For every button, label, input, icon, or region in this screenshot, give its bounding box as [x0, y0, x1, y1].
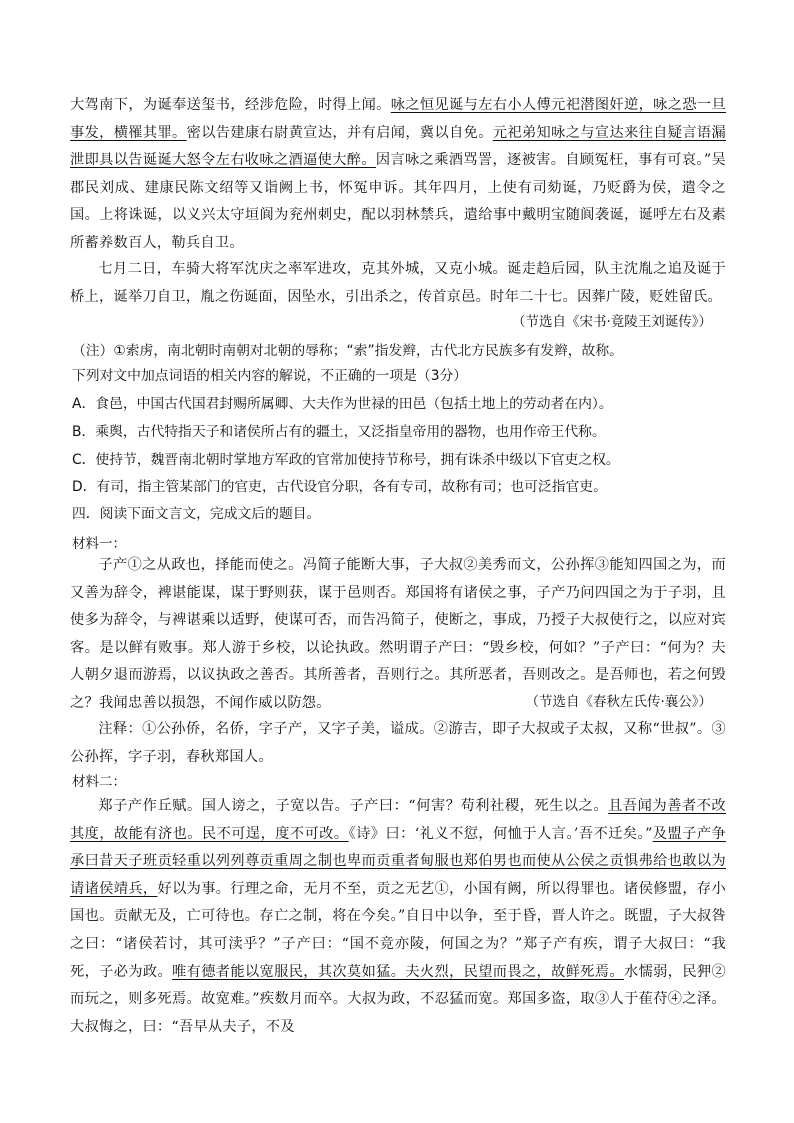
- passage-text: 《诗》曰：‘礼义不愆，何恤于人言。’吾不迁矣。”: [348, 825, 653, 842]
- material-1-text: 子产①之从政也，择能而使之。冯简子能断大事，子大叔②美秀而文，公孙挥③能知四国之为，而又善为辞令，裨谌能谋，谋于野则获，谋于邑则否。郑国将有诸侯之事，子产乃问四国之为于子羽，且使多为辞令，与裨谌乘以适野，使谋可否，而告冯简子，使断之，事成，乃授子大叔使行之，以应对宾客。是以鲜有败事。郑人游于乡校，以论执政。然明谓子产曰：“毁乡校，何如？”子产曰：“何为？夫人朝夕退而游焉，以议执政之善否。其所善者，吾则行之。其所恶者，吾则改之。是吾师也，若之何毁之？我闻忠善以损怨，不闻作威以防怨。: [70, 557, 726, 711]
- option-c: C．使持节，魏晋南北朝时掌地方军政的官常加使持节称号，拥有诛杀中级以下官吏之权。: [72, 452, 620, 468]
- material-2-text: [70, 793, 726, 1041]
- option-d: D．有司，指主管某部门的官吏，古代设官分职，各有专司，故称有司；也可泛指官吏。: [72, 479, 607, 495]
- annotation-note: （注）①索虏，南北朝时南朝对北朝的辱称；“索”指发辫，古代北方民族多有发辫，故称。: [72, 343, 623, 359]
- passage-text: 因言咏之乘酒骂詈，逐被害。自顾冤枉，事有可哀。”吴郡民刘成、建康民陈文绍等又诣阙上书，怀冤申诉。其年四月，上使有司劾诞，乃贬爵为侯，遣令之国。上将诛诞，以义兴太守垣阆为兖州刺史，配以羽林禁兵，遣给事中戴明宝随阆袭诞，诞呼左右及素所蓄养数百人，勒兵自卫。: [70, 152, 726, 251]
- option-a: A．食邑，中国古代国君封赐所属卿、大夫作为世禄的田邑（包括土地上的劳动者在内）。: [72, 396, 613, 412]
- underlined-sentence: 元祀弟知咏之与宣达来往自疑言语漏泄即具以告诞诞大怒令左右收咏之酒逼使大醉。: [70, 124, 726, 169]
- underlined-sentence: 且吾闻为善者不改其度，故能有济也。民不可逞，度不可改。: [70, 798, 726, 842]
- question-stem: 下列对文中加点词语的相关内容的解说，不正确的一项是（3分）: [72, 368, 468, 384]
- passage-text: 大驾南下，为诞奉送玺书，经涉危险，时得上闻。: [70, 97, 391, 113]
- passage-text: 密以告建康右尉黄宣达，并有启闻，冀以自免。: [186, 124, 493, 141]
- passage-paragraph-2: 七月二日，车骑大将军沈庆之率军进攻，克其外城，又克小城。诞走趋后园，队主沈胤之追及诞于桥上，诞举刀自卫，胤之伤诞面，因坠水，引出杀之，传首京邑。时年二十七。因葬广陵，贬姓留氏。: [70, 261, 726, 305]
- passage-paragraph-1: [70, 92, 726, 258]
- material-1-label: 材料一：: [72, 536, 126, 552]
- material-1-annotation: 注释：①公孙侨，名侨，字子产，又字子美，谥成。②游吉，即子大叔或子太叔，又称“世叔”。③公孙挥，字子羽，春秋郑国人。: [70, 721, 726, 765]
- underlined-sentence: 唯有德者能以宽服民，其次莫如猛。夫火烈，民望而畏之，故鲜死焉。: [172, 963, 625, 980]
- section-four-heading: 四．阅读下面文言文，完成文后的题目。: [72, 506, 321, 522]
- passage-text: 郑子产作丘赋。国人谤之，子宽以告。子产曰：“何害？苟利社稷，死生以之。: [98, 798, 609, 814]
- underlined-sentence: 咏之恒见诞与左右小人傅元祀潜图奸逆，咏之恐一旦事发，横罹其罪。: [70, 97, 726, 141]
- passage-source: （节选自《宋书·竟陵王刘诞传》）: [511, 314, 712, 330]
- passage-text: 水懦弱，民狎②而玩之，则多死焉。故宽难。”疾数月而卒。大叔为政，不忍猛而宽。郑国多盗，取③人于萑苻④之泽。大叔悔之，曰：“吾早从夫子，不及: [70, 963, 726, 1035]
- underlined-sentence: 及盟子产争承曰昔天子班贡轻重以列列尊贡重周之制也卑而贡重者甸服也郑伯男也而使从公侯之贡惧弗给也敢以为请诸侯靖兵，: [70, 825, 726, 897]
- material-2-label: 材料二：: [72, 774, 126, 790]
- passage-text: 好以为事。行理之命，无月不至，贡之无艺①，小国有阙，所以得罪也。诸侯修盟，存小国也。贡献无及，亡可待也。存亡之制，将在今矣。”自日中以争，至于昏，晋人许之。既盟，子大叔咎之曰：“诸侯若讨，其可渎乎？”子产曰：“国不竞亦陵，何国之为？”郑子产有疾，谓子大叔曰：“我死，子必为政。: [70, 880, 726, 980]
- material-1-source: （节选自《春秋左氏传·襄公》）: [525, 694, 712, 710]
- option-b: B．乘舆，古代特指天子和诸侯所占有的疆土，又泛指皇帝用的器物，也用作帝王代称。: [72, 424, 606, 440]
